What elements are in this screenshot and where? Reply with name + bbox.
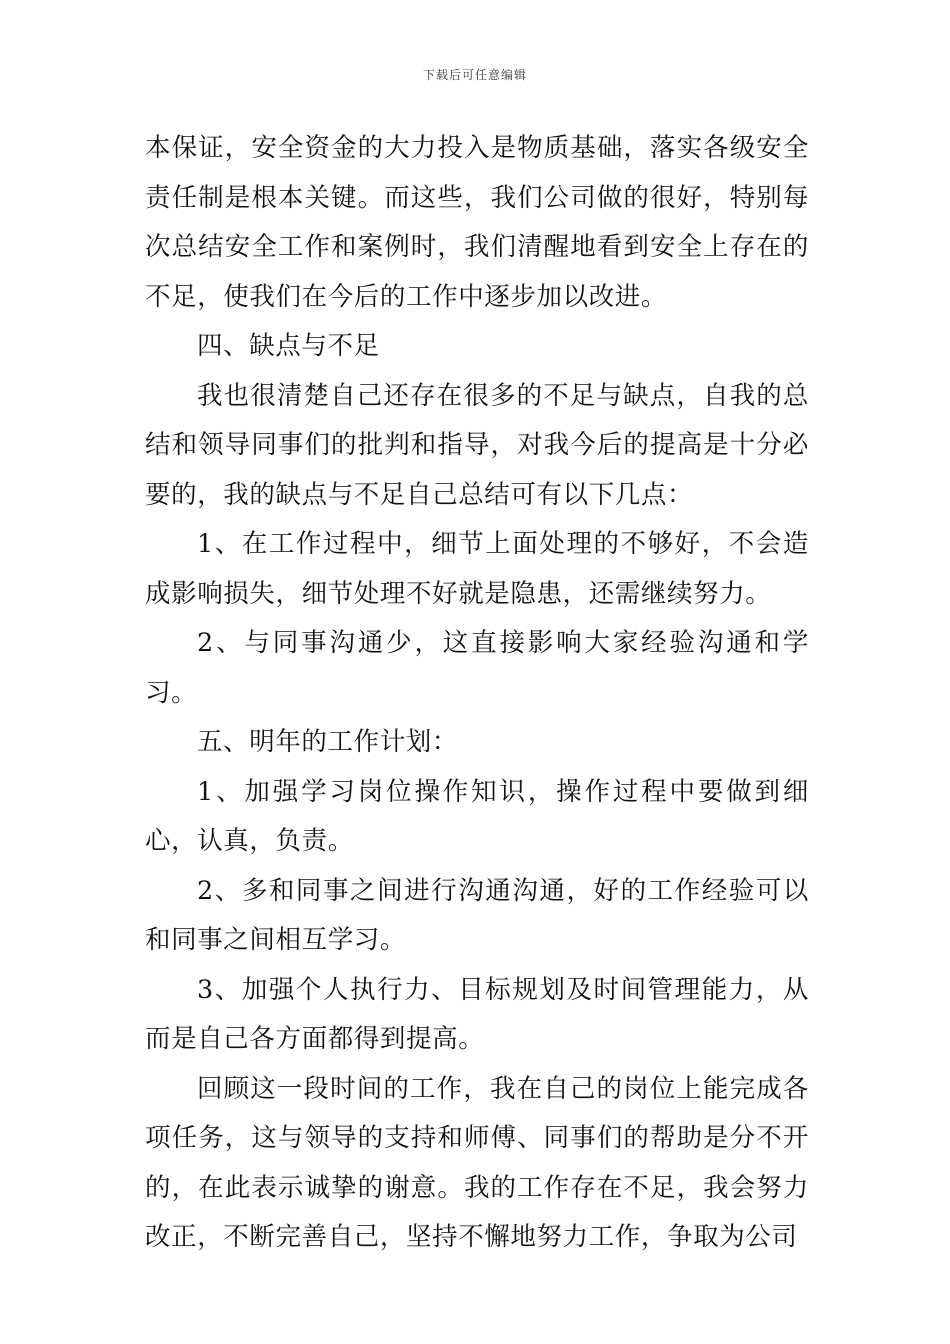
list-item-plan-2: 2、多和同事之间进行沟通沟通，好的工作经验可以和同事之间相互学习。 <box>145 875 809 955</box>
paragraph-closing-review: 回顾这一段时间的工作，我在自己的岗位上能完成各项任务，这与领导的支持和师傅、同事们的帮助是分不开的，在此表示诚挚的谢意。我的工作存在不足，我会努力改正，不断完善自己，坚持不懈地努力工作，争取为公司 <box>145 1073 809 1252</box>
section-heading-shortcomings: 四、缺点与不足 <box>197 331 380 361</box>
paragraph-shortcomings-intro: 我也很清楚自己还存在很多的不足与缺点，自我的总结和领导同事们的批判和指导，对我今后的提高是十分必要的，我的缺点与不足自己总结可有以下几点： <box>145 380 809 510</box>
section-heading-next-year-plan: 五、明年的工作计划： <box>197 727 459 757</box>
list-item-shortcoming-2: 2、与同事沟通少，这直接影响大家经验沟通和学习。 <box>145 628 809 708</box>
page-header: 下载后可任意编辑 <box>422 68 527 82</box>
list-item-shortcoming-1: 1、在工作过程中，细节上面处理的不够好，不会造成影响损失，细节处理不好就是隐患，还需继续努力。 <box>145 529 809 609</box>
list-item-plan-1: 1、加强学习岗位操作知识，操作过程中要做到细心，认真，负责。 <box>145 776 809 856</box>
paragraph-safety-summary: 本保证，安全资金的大力投入是物质基础，落实各级安全责任制是根本关键。而这些，我们公司做的很好，特别每次总结安全工作和案例时，我们清醒地看到安全上存在的不足，使我们在今后的工作中逐步加以改进。 <box>145 133 809 312</box>
list-item-plan-3: 3、加强个人执行力、目标规划及时间管理能力，从而是自己各方面都得到提高。 <box>145 974 809 1054</box>
document-body <box>145 124 809 1263</box>
